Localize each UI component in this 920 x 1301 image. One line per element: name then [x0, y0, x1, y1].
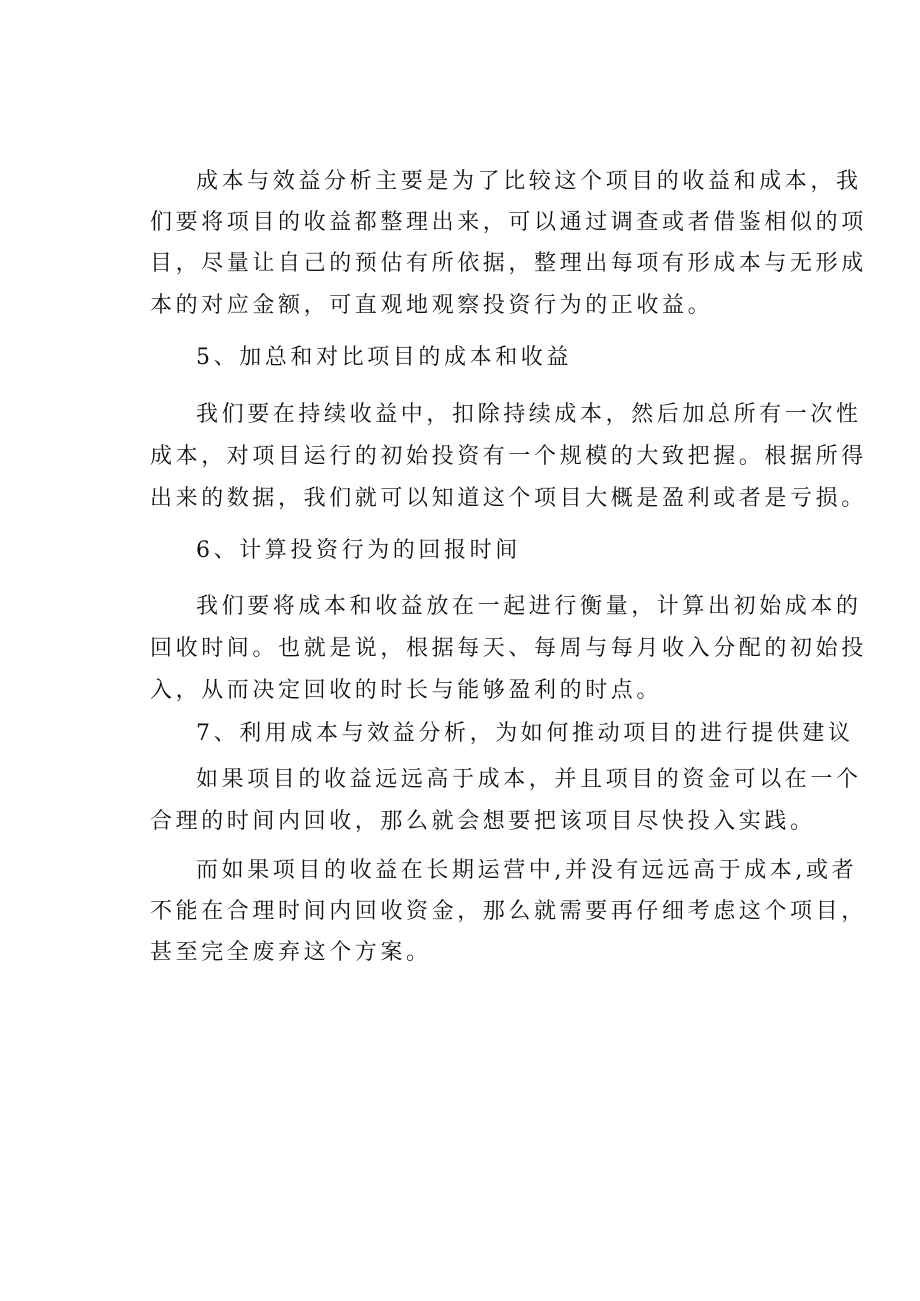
- paragraph-3-line-3: 入，从而决定回收的时长与能够盈利的时点。: [150, 678, 663, 703]
- section-heading-7: 7、利用成本与效益分析，为如何推动项目的进行提供建议: [196, 721, 854, 746]
- paragraph-2-line-3: 出来的数据，我们就可以知道这个项目大概是盈利或者是亏损。: [150, 486, 867, 511]
- paragraph-1-line-3: 目，尽量让自己的预估有所依据，整理出每项有形成本与无形成: [150, 251, 867, 276]
- paragraph-5-line-3: 甚至完全废弃这个方案。: [150, 940, 432, 965]
- section-heading-6: 6、计算投资行为的回报时间: [196, 538, 521, 563]
- paragraph-5-line-1: 而如果项目的收益在长期运营中,并没有远远高于成本,或者: [196, 858, 858, 883]
- paragraph-1-line-2: 们要将项目的收益都整理出来，可以通过调查或者借鉴相似的项: [150, 210, 867, 235]
- paragraph-3-line-2: 回收时间。也就是说，根据每天、每周与每月收入分配的初始投: [150, 636, 867, 661]
- paragraph-4-line-1: 如果项目的收益远远高于成本，并且项目的资金可以在一个: [196, 767, 862, 792]
- paragraph-1-line-1: 成本与效益分析主要是为了比较这个项目的收益和成本，我: [196, 169, 862, 194]
- section-heading-5: 5、加总和对比项目的成本和收益: [196, 345, 572, 370]
- paragraph-4-line-2: 合理的时间内回收，那么就会想要把该项目尽快投入实践。: [150, 809, 816, 834]
- paragraph-2-line-2: 成本，对项目运行的初始投资有一个规模的大致把握。根据所得: [150, 444, 867, 469]
- paragraph-2-line-1: 我们要在持续收益中，扣除持续成本，然后加总所有一次性: [196, 402, 862, 427]
- paragraph-1-line-4: 本的对应金额，可直观地观察投资行为的正收益。: [150, 293, 714, 318]
- paragraph-3-line-1: 我们要将成本和收益放在一起进行衡量，计算出初始成本的: [196, 594, 862, 619]
- paragraph-5-line-2: 不能在合理时间内回收资金，那么就需要再仔细考虑这个项目，: [150, 899, 867, 924]
